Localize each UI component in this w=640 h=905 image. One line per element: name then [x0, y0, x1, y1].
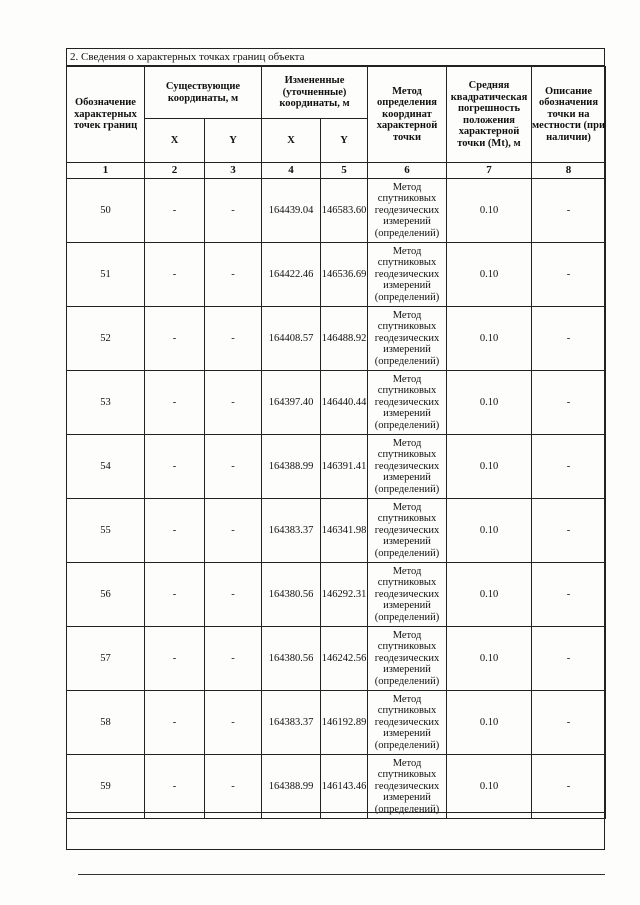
table-row	[67, 755, 606, 819]
description-value: -	[532, 755, 606, 819]
changed-x-value: 164380.56	[262, 627, 321, 691]
point-number: 58	[67, 691, 145, 755]
description-value: -	[532, 627, 606, 691]
changed-x-value: 164439.04	[262, 179, 321, 243]
changed-y-value: 146488.92	[321, 307, 368, 371]
column-index: 8	[532, 163, 606, 179]
method-value: Метод спутниковых геодезических измерений (определений)	[368, 243, 447, 307]
description-value: -	[532, 499, 606, 563]
changed-x-value: 164383.37	[262, 691, 321, 755]
existing-x-value: -	[145, 499, 205, 563]
page-footer-rule	[78, 874, 605, 875]
description-value: -	[532, 243, 606, 307]
changed-y-value: 146583.60	[321, 179, 368, 243]
description-value: -	[532, 691, 606, 755]
point-number: 57	[67, 627, 145, 691]
header-existing-y: Y	[205, 119, 262, 163]
existing-y-value: -	[205, 627, 262, 691]
point-number: 54	[67, 435, 145, 499]
table-row	[67, 307, 606, 371]
existing-x-value: -	[145, 371, 205, 435]
existing-y-value: -	[205, 499, 262, 563]
table-row	[67, 499, 606, 563]
changed-y-value: 146440.44	[321, 371, 368, 435]
existing-y-value: -	[205, 755, 262, 819]
existing-y-value: -	[205, 563, 262, 627]
method-value: Метод спутниковых геодезических измерений (определений)	[368, 627, 447, 691]
table-row	[67, 179, 606, 243]
method-value: Метод спутниковых геодезических измерений (определений)	[368, 499, 447, 563]
description-value: -	[532, 435, 606, 499]
accuracy-value: 0.10	[447, 179, 532, 243]
changed-y-value: 146242.56	[321, 627, 368, 691]
existing-x-value: -	[145, 563, 205, 627]
point-number: 53	[67, 371, 145, 435]
column-index: 4	[262, 163, 321, 179]
existing-y-value: -	[205, 371, 262, 435]
existing-x-value: -	[145, 307, 205, 371]
point-number: 52	[67, 307, 145, 371]
description-value: -	[532, 563, 606, 627]
table-row	[67, 435, 606, 499]
method-value: Метод спутниковых геодезических измерений (определений)	[368, 563, 447, 627]
header-method: Метод определения координат характерной точки	[368, 67, 447, 163]
existing-y-value: -	[205, 179, 262, 243]
table-row	[67, 691, 606, 755]
header-point-designation: Обозначение характерных точек границ	[67, 67, 145, 163]
changed-y-value: 146341.98	[321, 499, 368, 563]
method-value: Метод спутниковых геодезических измерений (определений)	[368, 435, 447, 499]
method-value: Метод спутниковых геодезических измерений (определений)	[368, 691, 447, 755]
accuracy-value: 0.10	[447, 307, 532, 371]
accuracy-value: 0.10	[447, 371, 532, 435]
header-existing-x: X	[145, 119, 205, 163]
existing-x-value: -	[145, 179, 205, 243]
point-number: 55	[67, 499, 145, 563]
existing-y-value: -	[205, 243, 262, 307]
table-row	[67, 563, 606, 627]
accuracy-value: 0.10	[447, 499, 532, 563]
changed-x-value: 164408.57	[262, 307, 321, 371]
header-existing-coordinates: Существующие координаты, м	[145, 67, 262, 119]
point-number: 59	[67, 755, 145, 819]
column-index: 1	[67, 163, 145, 179]
method-value: Метод спутниковых геодезических измерений (определений)	[368, 371, 447, 435]
table-row	[67, 371, 606, 435]
changed-x-value: 164388.99	[262, 435, 321, 499]
accuracy-value: 0.10	[447, 435, 532, 499]
changed-y-value: 146391.41	[321, 435, 368, 499]
boundary-points-table	[66, 66, 606, 819]
changed-x-value: 164422.46	[262, 243, 321, 307]
table-row	[67, 627, 606, 691]
existing-x-value: -	[145, 627, 205, 691]
accuracy-value: 0.10	[447, 243, 532, 307]
changed-x-value: 164397.40	[262, 371, 321, 435]
changed-y-value: 146192.89	[321, 691, 368, 755]
existing-y-value: -	[205, 307, 262, 371]
description-value: -	[532, 371, 606, 435]
accuracy-value: 0.10	[447, 755, 532, 819]
existing-y-value: -	[205, 691, 262, 755]
accuracy-value: 0.10	[447, 627, 532, 691]
changed-x-value: 164380.56	[262, 563, 321, 627]
column-index: 7	[447, 163, 532, 179]
point-number: 50	[67, 179, 145, 243]
point-number: 56	[67, 563, 145, 627]
header-accuracy: Средняя квадратическая погрешность положения характерной точки (Mt), м	[447, 67, 532, 163]
accuracy-value: 0.10	[447, 563, 532, 627]
column-index: 6	[368, 163, 447, 179]
point-number: 51	[67, 243, 145, 307]
changed-x-value: 164388.99	[262, 755, 321, 819]
existing-x-value: -	[145, 435, 205, 499]
changed-x-value: 164383.37	[262, 499, 321, 563]
existing-x-value: -	[145, 755, 205, 819]
changed-y-value: 146536.69	[321, 243, 368, 307]
accuracy-value: 0.10	[447, 691, 532, 755]
document-sheet	[66, 48, 605, 850]
method-value: Метод спутниковых геодезических измерений (определений)	[368, 755, 447, 819]
header-description: Описание обозначения точки на местности (при наличии)	[532, 67, 606, 163]
column-index: 2	[145, 163, 205, 179]
column-index: 3	[205, 163, 262, 179]
header-changed-x: X	[262, 119, 321, 163]
header-changed-y: Y	[321, 119, 368, 163]
table-empty-footer	[67, 812, 604, 849]
column-index: 5	[321, 163, 368, 179]
changed-y-value: 146292.31	[321, 563, 368, 627]
description-value: -	[532, 307, 606, 371]
method-value: Метод спутниковых геодезических измерений (определений)	[368, 307, 447, 371]
description-value: -	[532, 179, 606, 243]
existing-x-value: -	[145, 691, 205, 755]
header-changed-coordinates: Измененные (уточненные) координаты, м	[262, 67, 368, 119]
section-title: 2. Сведения о характерных точках границ объекта	[67, 49, 604, 66]
changed-y-value: 146143.46	[321, 755, 368, 819]
table-row	[67, 243, 606, 307]
existing-y-value: -	[205, 435, 262, 499]
column-index-row	[67, 163, 606, 179]
existing-x-value: -	[145, 243, 205, 307]
method-value: Метод спутниковых геодезических измерений (определений)	[368, 179, 447, 243]
